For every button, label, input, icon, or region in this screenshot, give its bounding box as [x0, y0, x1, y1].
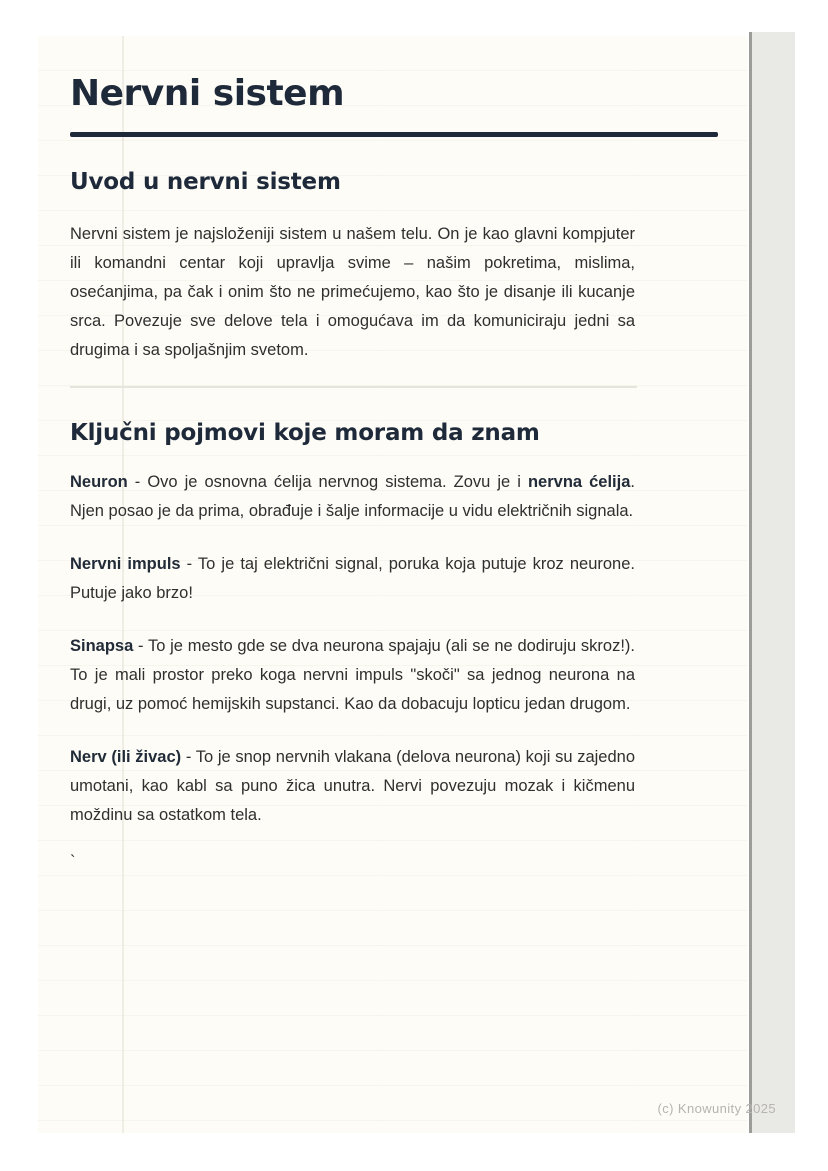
footer-copyright: (c) Knowunity 2025	[657, 1101, 776, 1116]
term-paragraph	[70, 743, 635, 830]
term-paragraph	[70, 468, 635, 526]
note-content	[38, 36, 747, 877]
page-edge-strip	[749, 32, 795, 1133]
title-rule	[70, 132, 718, 137]
term-label: Nervni impuls	[70, 554, 181, 573]
section-heading-key-terms: Ključni pojmovi koje moram da znam	[70, 420, 540, 447]
term-label: nervna ćelija	[527, 472, 631, 491]
term-label: Nerv (ili živac)	[70, 747, 182, 766]
note-page	[38, 36, 747, 1133]
term-definition-text: - To je taj električni signal, poruka koja putuje kroz neurone. Putuje jako brzo!	[70, 554, 635, 602]
term-definition-text: - Ovo je osnovna ćelija nervnog sistema. Zovu je i	[127, 472, 528, 491]
term-entries	[70, 468, 747, 830]
term-paragraph	[70, 632, 635, 719]
term-definition-text: - To je snop nervnih vlakana (delova neurona) koji su zajedno umotani, kao kabl sa puno žica unutra. Nervi povezuju mozak i kičmenu moždinu sa ostatkom tela.	[70, 747, 635, 824]
intro-paragraph: Nervni sistem je najsloženiji sistem u našem telu. On je kao glavni kompjuter ili komandni centar koji upravlja svime – našim pokretima, mislima, osećanjima, pa čak i onim što ne primećujemo, kao što je disanje ili kucanje srca. Povezuje sve delove tela i omogućava im da komuniciraju jedni sa drugima i sa spoljašnjim svetom.	[70, 225, 635, 360]
section-heading-intro: Uvod u nervni sistem	[70, 168, 341, 195]
term-definition-text: . Njen posao je da prima, obrađuje i šalje informacije u vidu električnih signala.	[70, 472, 635, 520]
term-definition-text: - To je mesto gde se dva neurona spajaju (ali se ne dodiruju skroz!). To je mali prostor preko koga nervni impuls "skoči" sa jednog neurona na drugi, uz pomoć hemijskih supstanci. Kao da dobacuju lopticu jedan drugom.	[70, 636, 635, 713]
stray-character: `	[70, 852, 76, 871]
term-label: Sinapsa	[70, 636, 134, 655]
page-title: Nervni sistem	[70, 73, 345, 114]
section-divider	[70, 386, 637, 388]
term-label: Neuron	[70, 472, 128, 491]
term-paragraph	[70, 550, 635, 608]
